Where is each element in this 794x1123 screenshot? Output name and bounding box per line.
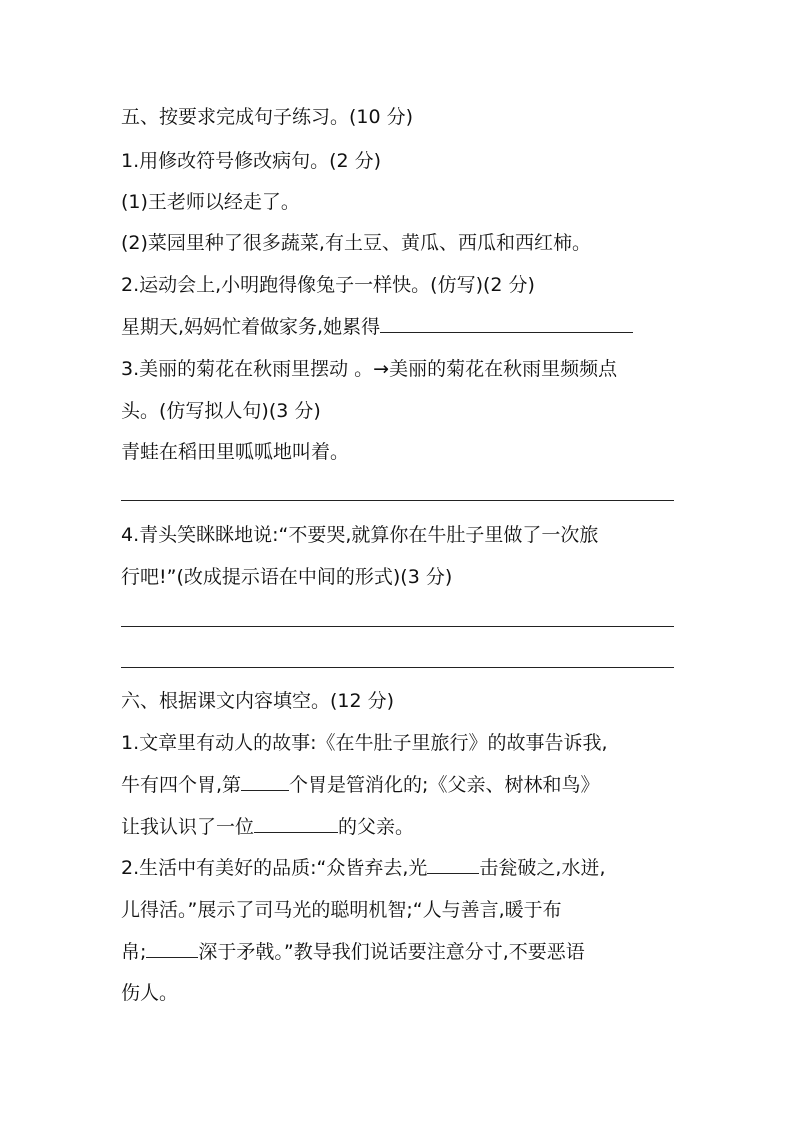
q5-4-title-line2: 行吧!”(改成提示语在中间的形式)(3 分) <box>121 566 453 588</box>
q6-2-blank-action[interactable] <box>427 855 479 874</box>
q5-2-answer-blank[interactable] <box>380 314 633 333</box>
q5-2-prompt-line <box>121 314 633 340</box>
q6-2-line3-end: 深于矛戟。”教导我们说话要注意分寸,不要恶语 <box>198 941 585 963</box>
q6-1-blank-father[interactable] <box>254 814 338 833</box>
q6-2-line4: 伤人。 <box>121 982 179 1004</box>
q6-2-line2: 儿得活。”展示了司马光的聪明机智;“人与善言,暖于布 <box>121 899 562 921</box>
q6-1-line2 <box>121 772 599 798</box>
q6-2-line1-start: 2.生活中有美好的品质:“众皆弃去,光 <box>121 857 428 879</box>
q6-2-line3 <box>121 939 585 965</box>
q5-4-title-line1: 4.青头笑眯眯地说:“不要哭,就算你在牛肚子里做了一次旅 <box>121 524 599 546</box>
q6-1-line2-start: 牛有四个胃,第 <box>121 774 242 796</box>
q6-1-line3 <box>121 814 414 840</box>
q5-3-answer-line[interactable] <box>121 500 674 501</box>
q6-2-blank-proverb[interactable] <box>146 939 198 958</box>
q6-1-line3-start: 让我认识了一位 <box>121 816 255 838</box>
q6-2-line1 <box>121 855 606 881</box>
q6-1-line3-end: 的父亲。 <box>338 816 415 838</box>
q5-3-prompt: 青蛙在稻田里呱呱地叫着。 <box>121 441 350 463</box>
q6-1-line2-end: 个胃是管消化的;《父亲、树林和鸟》 <box>289 774 600 796</box>
q5-2-title: 2.运动会上,小明跑得像兔子一样快。(仿写)(2 分) <box>121 274 535 296</box>
q5-1-title: 1.用修改符号修改病句。(2 分) <box>121 150 382 172</box>
q6-2-line3-start: 帛; <box>121 941 147 963</box>
q6-1-line1: 1.文章里有动人的故事:《在牛肚子里旅行》的故事告诉我, <box>121 732 608 754</box>
q6-1-blank-stomach[interactable] <box>241 772 289 791</box>
q5-1-item1: (1)王老师以经走了。 <box>121 191 300 213</box>
section6-heading: 六、根据课文内容填空。(12 分) <box>121 690 395 712</box>
q5-3-title-line1: 3.美丽的菊花在秋雨里摆动 。→美丽的菊花在秋雨里频频点 <box>121 358 618 380</box>
section5-heading: 五、按要求完成句子练习。(10 分) <box>121 106 414 128</box>
q5-3-title-line2: 头。(仿写拟人句)(3 分) <box>121 400 321 422</box>
q6-2-line1-end: 击瓮破之,水迸, <box>479 857 606 879</box>
q5-4-answer-line-2[interactable] <box>121 667 674 668</box>
q5-1-item2: (2)菜园里种了很多蔬菜,有土豆、黄瓜、西瓜和西红柿。 <box>121 232 591 254</box>
q5-4-answer-line-1[interactable] <box>121 626 674 627</box>
q5-2-prompt: 星期天,妈妈忙着做家务,她累得 <box>121 316 381 338</box>
